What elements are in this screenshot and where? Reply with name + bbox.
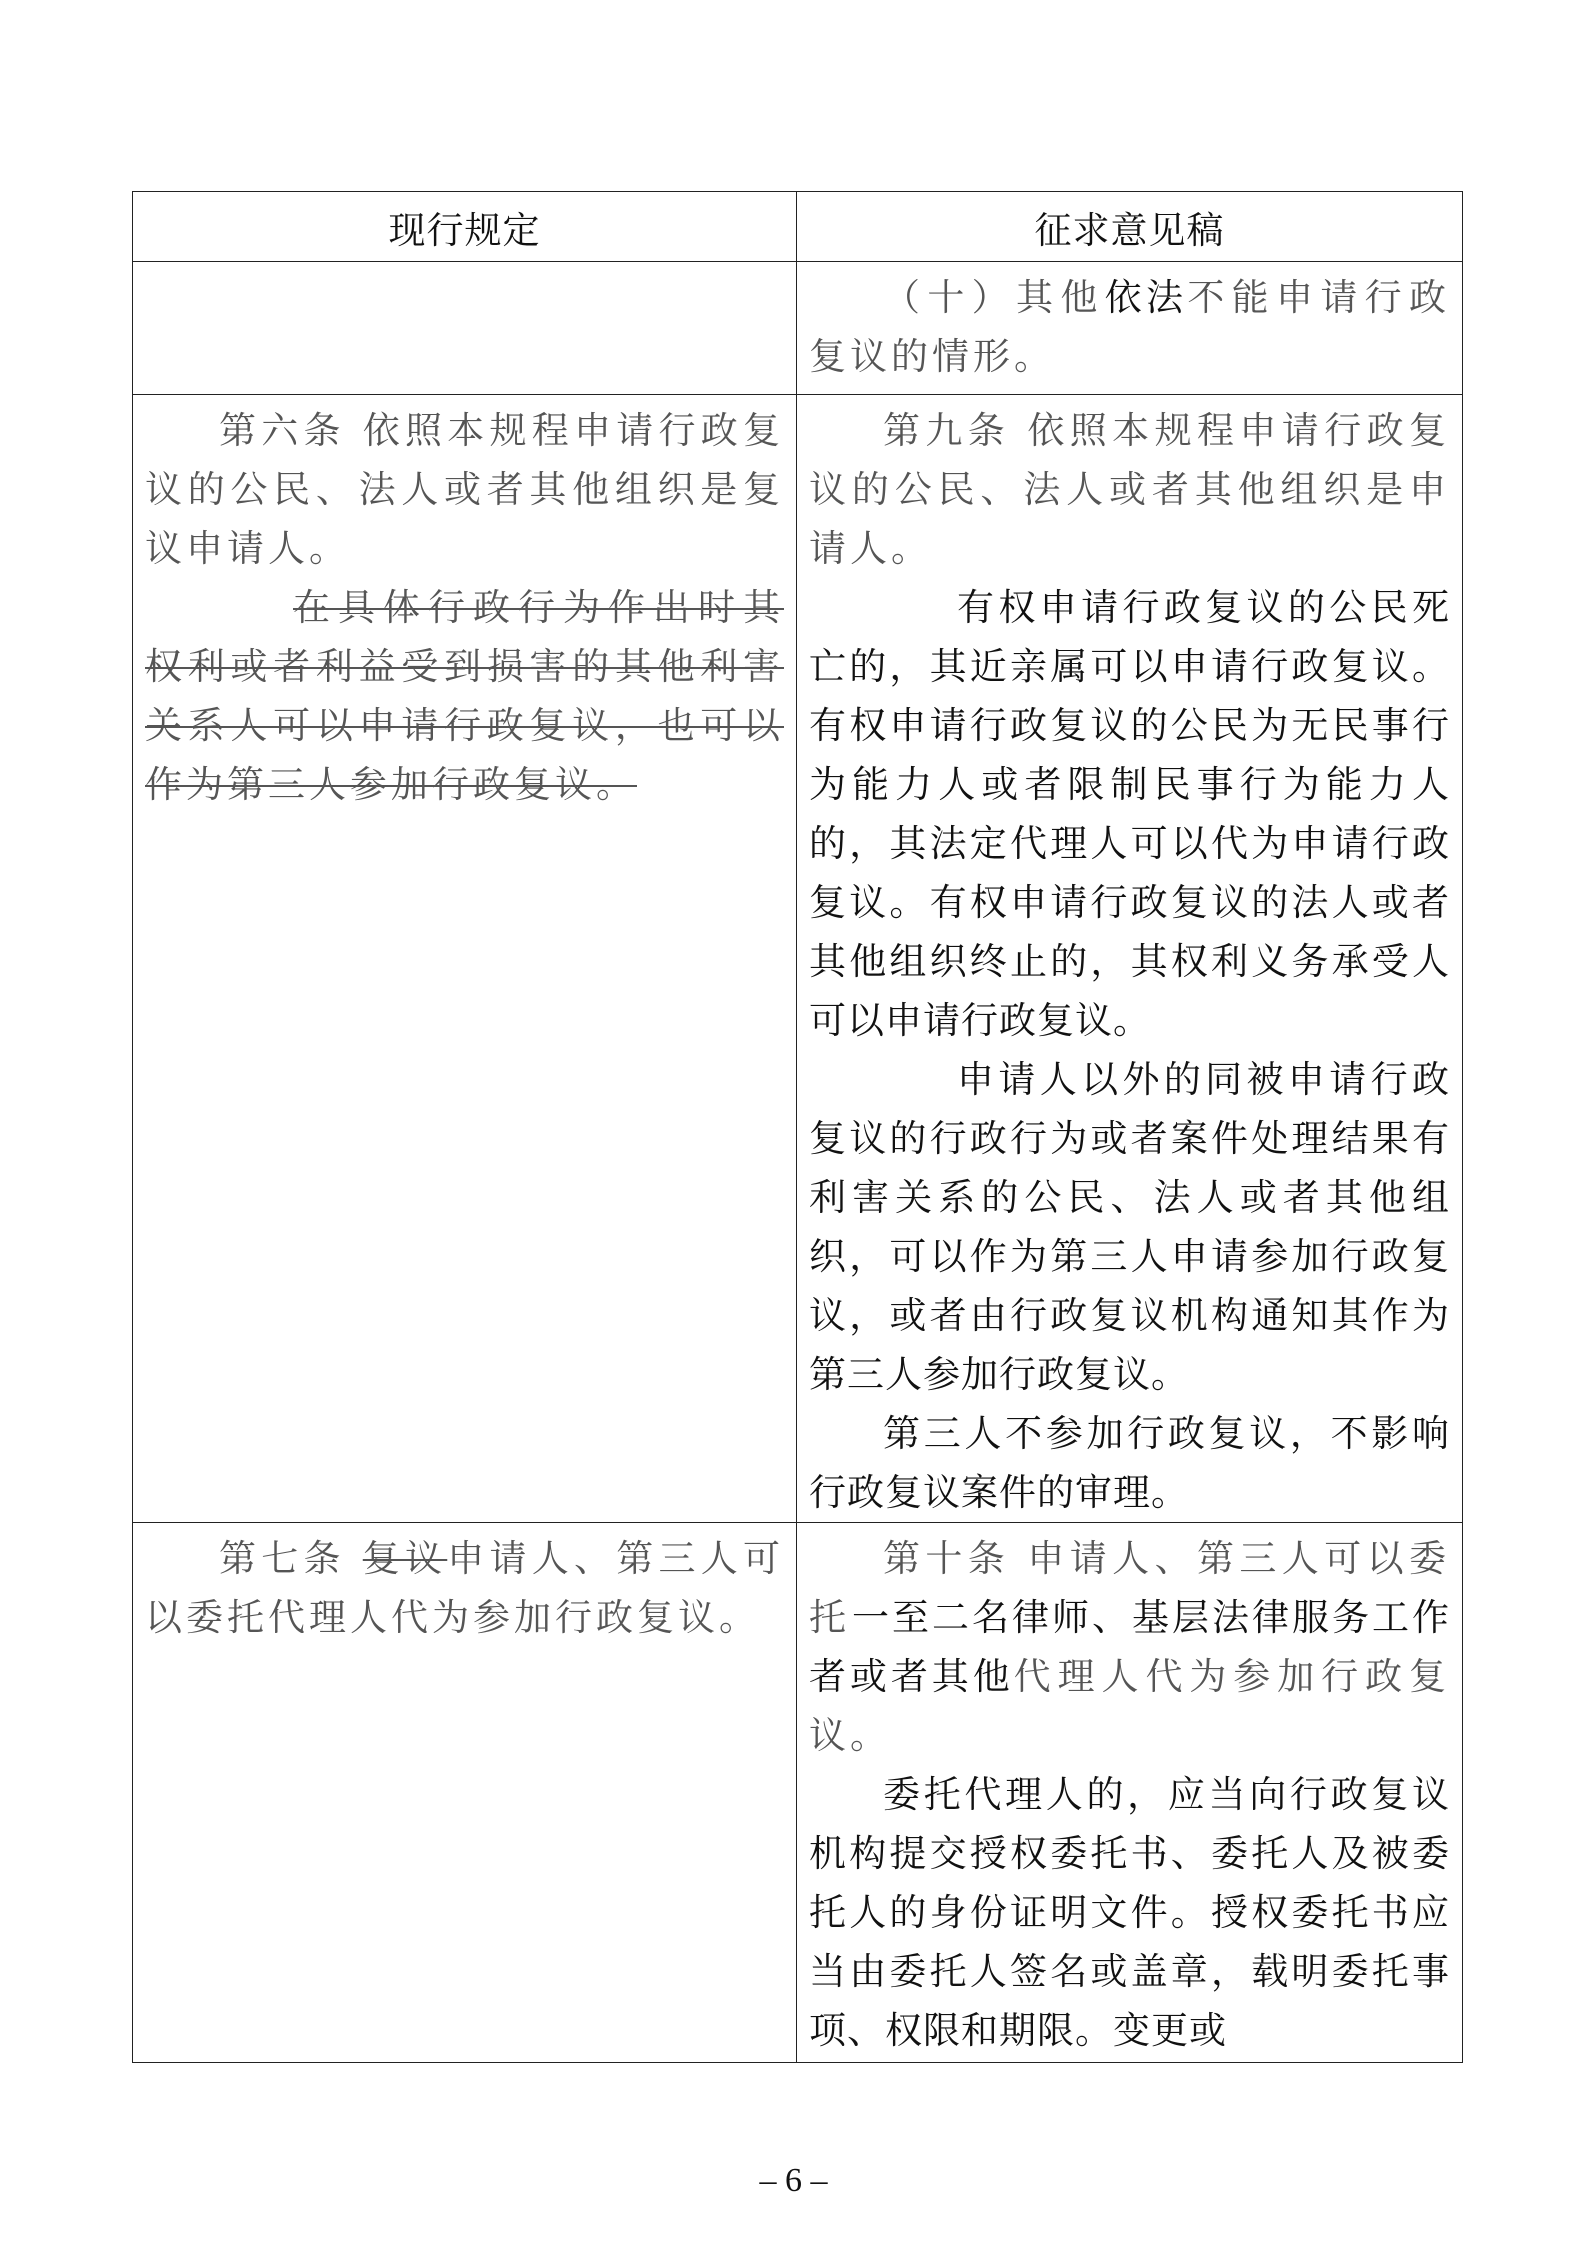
table-row — [133, 1523, 1463, 2063]
row2-left-deleted-paragraph: 在具体行政行为作出时其权利或者利益受到损害的其他利害关系人可以申请行政复议，也可以作为第三人参加行政复议。 — [145, 586, 784, 806]
row1-left-cell — [133, 262, 797, 395]
row3-left-paragraph — [145, 1529, 784, 1647]
header-draft: 征求意见稿 — [797, 192, 1463, 262]
row2-right-text-a: 第九条 依照本规程申请行政复议的公民、法人或者其他组织是 — [809, 409, 1450, 511]
row3-left-text-c: 申请人、第三人可以委托代理人代为参加行政复议。 — [145, 1537, 785, 1639]
row3-left-text-a: 第七条 — [219, 1537, 363, 1580]
row2-right-paragraph-1 — [809, 401, 1450, 578]
row2-right-paragraph-3: 申请人以外的同被申请行政复议的行政行为或者案件处理结果有利害关系的公民、法人或者其他组织，可以作为第三人申请参加行政复议，或者由行政复议机构通知其作为第三人参加行政复议。 — [809, 1058, 1450, 1396]
row3-right-added-text: 一至二名律师、基层法律服务工作者或者其他 — [809, 1596, 1450, 1698]
row3-left-cell — [133, 1523, 797, 2063]
row3-left-deleted-text: 复议 — [362, 1537, 448, 1580]
row1-right-cell — [797, 262, 1463, 395]
row2-left-paragraph-1: 第六条 依照本规程申请行政复议的公民、法人或者其他组织是复议申请人。 — [145, 409, 784, 570]
row1-right-text-c: 不能申请行政复议的情形。 — [809, 276, 1451, 378]
page-number: – 6 – — [759, 2162, 828, 2199]
comparison-table — [132, 191, 1463, 2063]
row2-right-text-b: 申请人。 — [809, 468, 1450, 570]
table-row — [133, 395, 1463, 1523]
row2-left-cell — [133, 395, 797, 1523]
row3-right-text-c: 代理人代为参加行政复议。 — [809, 1655, 1451, 1757]
table-header-row — [133, 192, 1463, 262]
row2-right-paragraph-2: 有权申请行政复议的公民死亡的，其近亲属可以申请行政复议。有权申请行政复议的公民为无民事行为能力人或者限制民事行为能力人的，其法定代理人可以代为申请行政复议。有权申请行政复议的法人或者其他组织终止的，其权利义务承受人可以申请行政复议。 — [809, 586, 1450, 1042]
row2-right-paragraph-4: 第三人不参加行政复议，不影响行政复议案件的审理。 — [809, 1412, 1450, 1514]
row3-right-paragraph-2: 委托代理人的，应当向行政复议机构提交授权委托书、委托人及被委托人的身份证明文件。授权委托书应当由委托人签名或盖章，载明委托事项、权限和期限。变更或 — [809, 1773, 1450, 2052]
row1-right-text-a: （十）其他 — [883, 276, 1105, 319]
row1-right-paragraph — [809, 268, 1450, 386]
row2-right-cell — [797, 395, 1463, 1523]
row1-right-added-text: 依法 — [1104, 276, 1188, 319]
row3-right-cell — [797, 1523, 1463, 2063]
table-row — [133, 262, 1463, 395]
header-current-rules: 现行规定 — [133, 192, 797, 262]
row3-right-paragraph-1 — [809, 1529, 1450, 1765]
row3-right-text-a: 第十条 申请人、第三人可以委托 — [809, 1537, 1450, 1639]
